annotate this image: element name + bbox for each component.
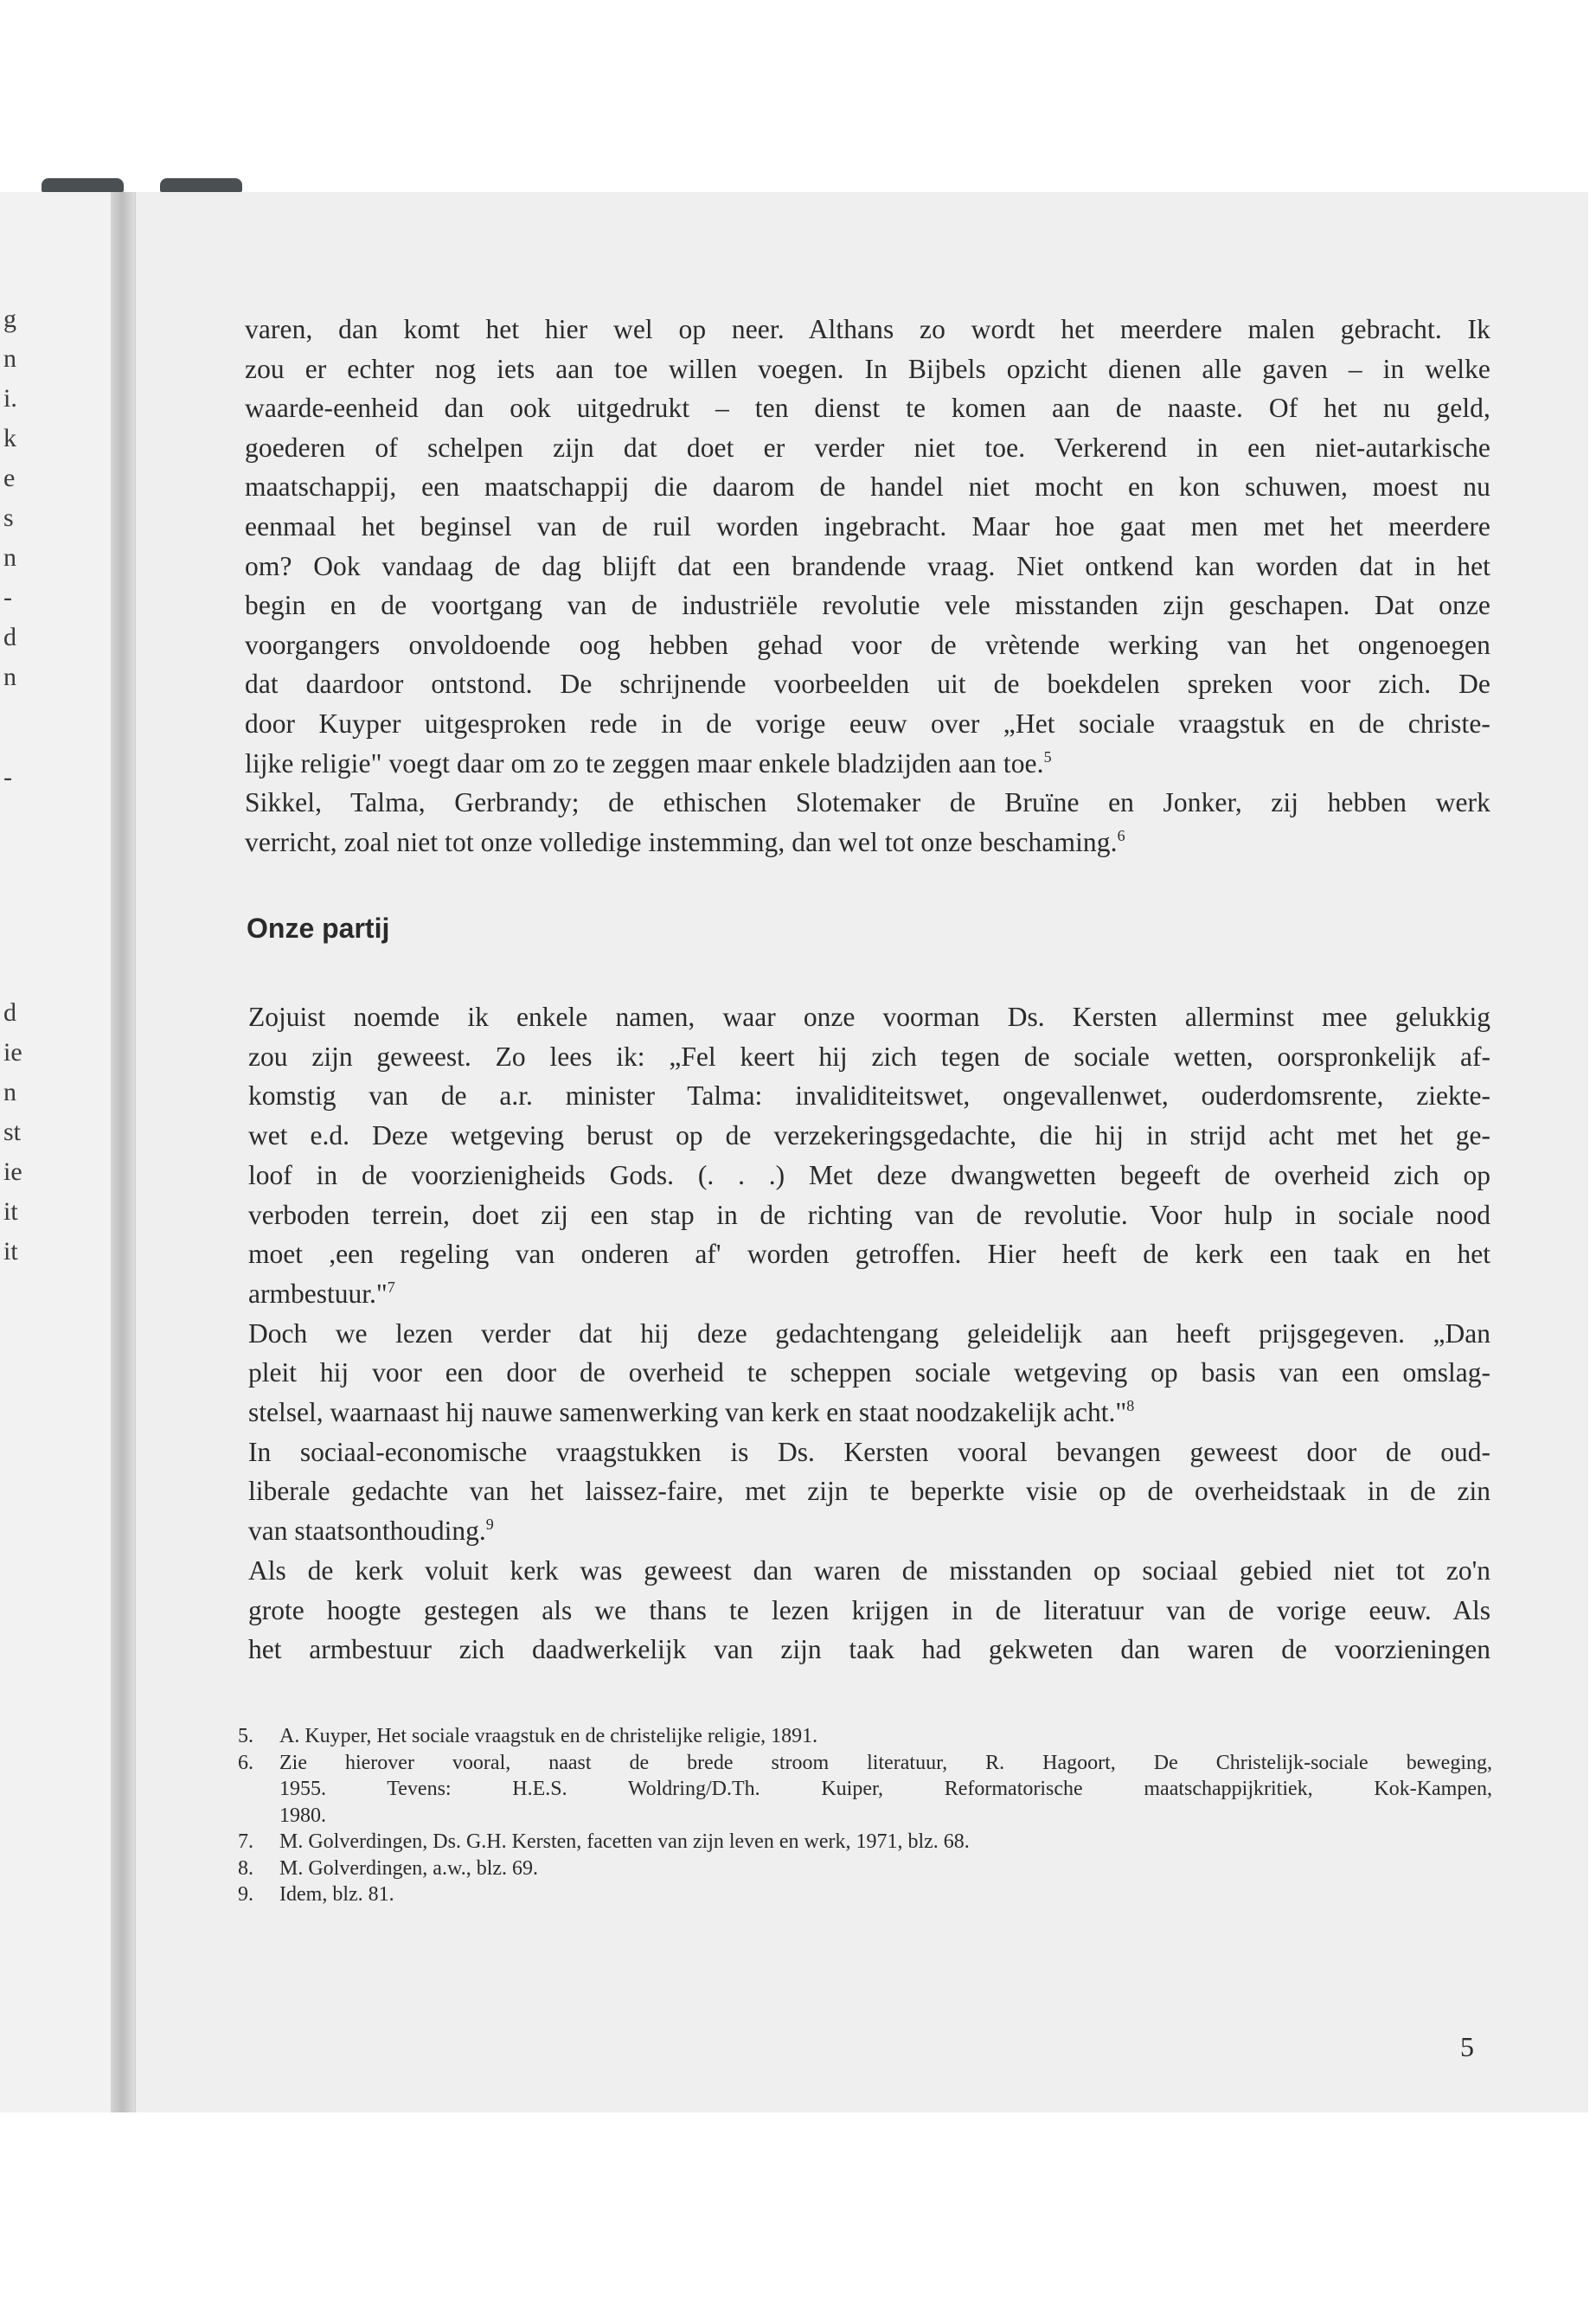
paragraph-5 [248,1433,1490,1551]
edge-letter: d [3,998,16,1027]
text-line: verboden terrein, doet zij een stap in de richting van de revolutie. Voor hulp in sociale nood [248,1199,1490,1230]
footnote-number: 9. [238,1883,253,1906]
text-line: pleit hij voor een door de overheid te scheppen sociale wetgeving op basis van een omslag- [248,1357,1490,1388]
text-line: moet ,een regeling van onderen af' worden getroffen. Hier heeft de kerk een taak en het [248,1239,1490,1270]
footnote [238,1723,1492,1750]
text-line: liberale gedachte van het laissez-faire, met zijn te beperkte visie op de overheidstaak in de zin [248,1476,1490,1507]
edge-letter: st [3,1118,22,1146]
footnote-number: 5. [238,1725,253,1747]
text-line: In sociaal-economische vraagstukken is Ds. Kersten vooral bevangen geweest door de oud- [248,1436,1490,1467]
text-line: eenmaal het beginsel van de ruil worden ingebracht. Maar hoe gaat men met het meerdere [245,510,1490,542]
text-line: maatschappij, een maatschappij die daarom de handel niet mocht en kon schuwen, moest nu [245,471,1490,503]
footnote [238,1856,1492,1882]
edge-letter: - [3,583,12,612]
text-line: armbestuur."$^7$ [248,1278,395,1309]
text-line: zou zijn geweest. Zo lees ik: „Fel keert hij zich tegen de sociale wetten, oorspronkelijk af- [248,1041,1490,1072]
text-line: stelsel, waarnaast hij nauwe samenwerking van kerk en staat noodzakelijk acht."$^8$ [248,1397,1135,1428]
section-heading: Onze partij [247,913,390,944]
edge-letter: n [3,543,16,572]
binder-clip [42,178,124,192]
paragraph-1 [245,310,1490,783]
paragraph-6 [248,1551,1490,1670]
text-line: Sikkel, Talma, Gerbrandy; de ethischen Slotemaker de Bruïne en Jonker, zij hebben werk [245,787,1490,818]
edge-letter: n [3,344,16,373]
text-line: komstig van de a.r. minister Talma: invaliditeitswet, ongevallenwet, ouderdomsrente, ziekte- [248,1080,1490,1112]
text-line: waarde-eenheid dan ook uitgedrukt – ten dienst te komen aan de naaste. Of het nu geld, [245,393,1490,424]
text-line: lijke religie" voegt daar om zo te zeggen maar enkele bladzijden aan toe.$^5$ [245,747,1052,779]
footnote-ref: 7 [387,1278,395,1296]
body-text-bottom [248,997,1490,1670]
text-line: het armbestuur zich daadwerkelijk van zijn taak had gekweten dan waren de voorzieningen [248,1634,1490,1665]
text-line: goederen of schelpen zijn dat doet er verder niet toe. Verkerend in een niet-autarkische [245,432,1490,463]
edge-letter: ie [3,1038,22,1067]
edge-letter: s [3,503,14,532]
edge-letter: e [3,464,16,492]
footnote-line: A. Kuyper, Het sociale vraagstuk en de christelijke religie, 1891. [279,1725,818,1747]
footnote-ref: 9 [485,1516,494,1534]
text-line: grote hoogte gestegen als we thans te lezen krijgen in de literatuur van de vorige eeuw. Als [248,1594,1490,1625]
edge-letter: i. [3,384,17,413]
edge-letter: k [3,424,16,452]
footnote-ref: 6 [1117,826,1125,844]
footnote-line: Idem, blz. 81. [279,1883,394,1906]
footnotes [238,1723,1492,1908]
edge-letter: g [3,304,16,333]
book-spine [111,192,137,2112]
text-line: van staatsonthouding.$^9$ [248,1516,494,1547]
text-line: Zojuist noemde ik enkele namen, waar onze voorman Ds. Kersten allerminst mee gelukkig [248,1002,1490,1032]
footnote-line: M. Golverdingen, a.w., blz. 69. [279,1856,539,1880]
text-line: begin en de voortgang van de industriële revolutie vele misstanden zijn geschapen. Dat onze [245,590,1490,621]
footnote-ref: 8 [1126,1397,1135,1415]
footnote [238,1750,1492,1830]
text-line: varen, dan komt het hier wel op neer. Althans zo wordt het meerdere malen gebracht. Ik [245,314,1490,344]
edge-letter: n [3,663,16,691]
text-line: loof in de voorzienigheids Gods. (. . .) Met deze dwangwetten begeeft de overheid zich op [248,1159,1490,1190]
body-text-top [245,310,1490,862]
edge-letter: ie [3,1157,22,1186]
text-line: zou er echter nog iets aan toe willen voegen. In Bijbels opzicht dienen alle gaven – in welke [245,353,1490,384]
footnote-line: 1980. [279,1804,326,1827]
footnote-line: 1955. Tevens: H.E.S. Woldring/D.Th. Kuiper, Reformatorische maatschappijkritiek, Kok-Kampen, [279,1778,1492,1800]
footnote-number: 8. [238,1856,253,1880]
binder-clip [160,178,242,192]
paragraph-2 [245,783,1490,862]
edge-letter: d [3,623,16,651]
previous-page-letters [0,192,26,2112]
text-line: om? Ook vandaag de dag blijft dat een brandende vraag. Niet ontkend kan worden dat in het [245,550,1490,581]
paragraph-3 [248,997,1490,1314]
footnote-line: M. Golverdingen, Ds. G.H. Kersten, facetten van zijn leven en werk, 1971, blz. 68. [279,1830,970,1853]
edge-letter: - [3,763,12,792]
footnote [238,1829,1492,1856]
paragraph-4 [248,1314,1490,1433]
footnote-line: Zie hierover vooral, naast de brede stroom literatuur, R. Hagoort, De Christelijk-sociale beweging, [279,1751,1492,1774]
footnote-number: 7. [238,1830,253,1853]
text-line: verricht, zoal niet tot onze volledige instemming, dan wel tot onze beschaming.$^6$ [245,826,1125,857]
text-line: Als de kerk voluit kerk was geweest dan waren de misstanden op sociaal gebied niet tot zo'n [248,1554,1490,1586]
footnote-ref: 5 [1043,747,1052,766]
text-line: voorgangers onvoldoende oog hebben gehad voor de vrètende werking van het ongenoegen [245,629,1490,660]
text-line: Doch we lezen verder dat hij deze gedachtengang geleidelijk aan heeft prijsgegeven. „Dan [248,1317,1490,1349]
footnote [238,1881,1492,1908]
footnote-number: 6. [238,1751,253,1774]
page-number: 5 [1460,2031,1474,2062]
text-line: door Kuyper uitgesproken rede in de vorige eeuw over „Het sociale vraagstuk en de christe- [245,708,1490,739]
edge-letter: it [3,1237,18,1266]
edge-letter: n [3,1078,16,1106]
edge-letter: it [3,1197,18,1226]
text-line: wet e.d. Deze wetgeving berust op de verzekeringsgedachte, die hij in strijd acht met het ge- [248,1120,1490,1151]
text-line: dat daardoor ontstond. De schrijnende voorbeelden uit de boekdelen spreken voor zich. De [245,669,1490,700]
